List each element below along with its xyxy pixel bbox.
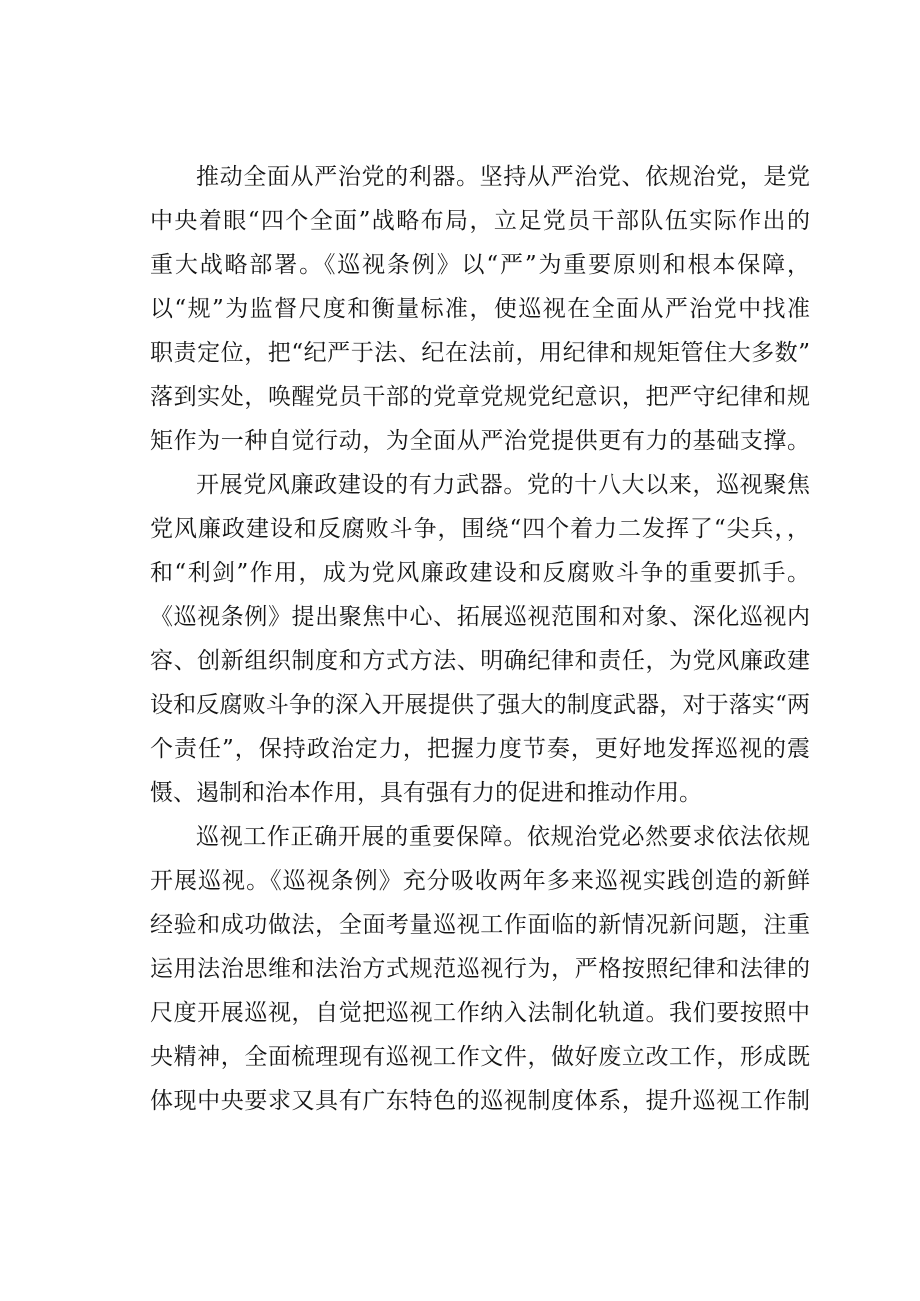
- text-line: 矩作为一种自觉行动，为全面从严治党提供更有力的基础支撑。: [150, 428, 810, 454]
- text-line: 央精神，全面梳理现有巡视工作文件，做好废立改工作，形成既: [150, 1044, 810, 1070]
- text-line: 慑、遏制和治本作用，具有强有力的促进和推动作用。: [150, 780, 702, 806]
- text-line: 开展巡视。《巡视条例》充分吸收两年多来巡视实践创造的新鲜: [150, 868, 810, 894]
- text-line: 体现中央要求又具有广东特色的巡视制度体系，提升巡视工作制: [150, 1088, 810, 1114]
- text-line: 推动全面从严治党的利器。坚持从严治党、依规治党，是党: [196, 164, 810, 190]
- text-line: 运用法治思维和法治方式规范巡视行为，严格按照纪律和法律的: [150, 956, 810, 982]
- text-line: 《巡视条例》提出聚焦中心、拓展巡视范围和对象、深化巡视内: [150, 604, 810, 630]
- text-line: 经验和成功做法，全面考量巡视工作面临的新情况新问题，注重: [150, 912, 810, 938]
- text-line: 党风廉政建设和反腐败斗争，围绕“四个着力二发挥了“尖兵，，: [150, 516, 810, 542]
- text-line: 尺度开展巡视，自觉把巡视工作纳入法制化轨道。我们要按照中: [150, 1000, 810, 1026]
- text-line: 和“利剑”作用，成为党风廉政建设和反腐败斗争的重要抓手。: [150, 560, 810, 586]
- text-line: 职责定位，把“纪严于法、纪在法前，用纪律和规矩管住大多数”: [150, 340, 810, 366]
- text-line: 容、创新组织制度和方式方法、明确纪律和责任，为党风廉政建: [150, 648, 810, 674]
- text-line: 以“规”为监督尺度和衡量标准，使巡视在全面从严治党中找准: [150, 296, 810, 322]
- text-line: 开展党风廉政建设的有力武器。党的十八大以来，巡视聚焦: [196, 472, 810, 498]
- text-line: 重大战略部署。《巡视条例》以“严”为重要原则和根本保障，: [150, 252, 810, 278]
- text-line: 设和反腐败斗争的深入开展提供了强大的制度武器，对于落实“两: [150, 692, 810, 718]
- text-line: 个责任”，保持政治定力，把握力度节奏，更好地发挥巡视的震: [150, 736, 810, 762]
- text-line: 巡视工作正确开展的重要保障。依规治党必然要求依法依规: [196, 824, 810, 850]
- text-line: 落到实处，唤醒党员干部的党章党规党纪意识，把严守纪律和规: [150, 384, 810, 410]
- text-line: 中央着眼“四个全面”战略布局，立足党员干部队伍实际作出的: [150, 208, 810, 234]
